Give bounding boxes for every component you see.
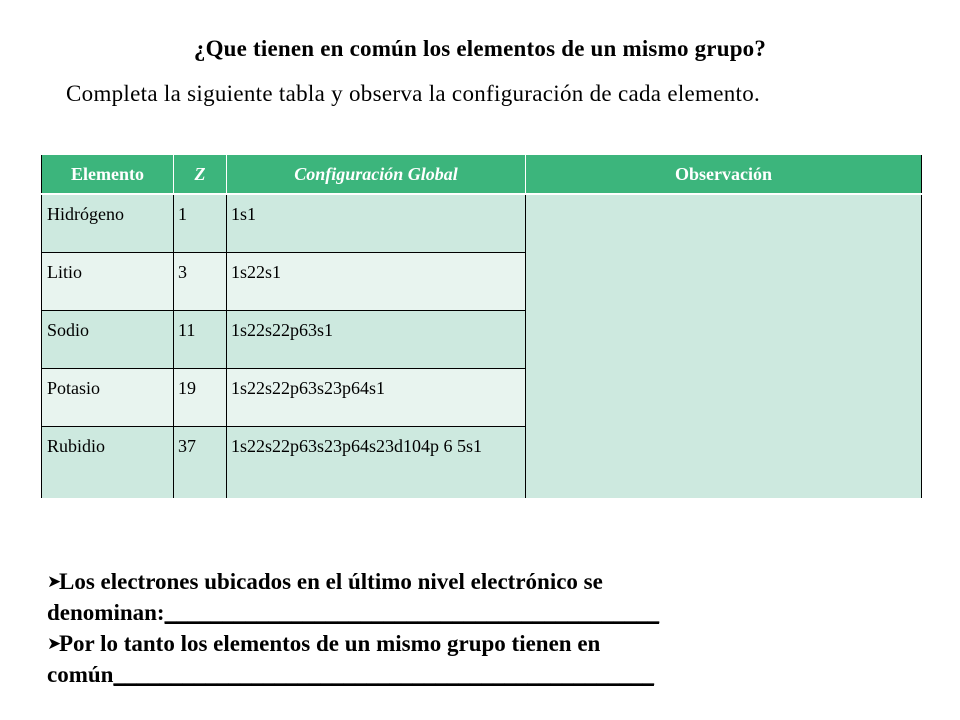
cell-z[interactable]: 1 [174, 194, 227, 252]
cell-elemento[interactable]: Rubidio [42, 426, 174, 498]
question-2-line1: Por lo tanto los elementos de un mismo grupo tienen en [59, 631, 601, 656]
elements-table [41, 155, 922, 498]
question-1-line2: denominan: [47, 600, 165, 625]
cell-elemento[interactable]: Potasio [42, 368, 174, 426]
cell-elemento[interactable]: Litio [42, 252, 174, 310]
question-2 [47, 628, 747, 659]
header-elemento: Elemento [42, 155, 174, 194]
cell-z[interactable]: 37 [174, 426, 227, 498]
cell-elemento[interactable]: Hidrógeno [42, 194, 174, 252]
questions-list [47, 566, 747, 690]
header-observacion: Observación [526, 155, 922, 194]
header-z: Z [174, 155, 227, 194]
question-2-continuation [47, 659, 747, 690]
question-2-line2: común [47, 662, 114, 687]
cell-config[interactable]: 1s22s1 [227, 252, 526, 310]
header-configuracion: Configuración Global [227, 155, 526, 194]
cell-z[interactable]: 3 [174, 252, 227, 310]
answer-blank-1[interactable]: ___________________________________________ [164, 600, 660, 625]
cell-z[interactable]: 11 [174, 310, 227, 368]
cell-config[interactable]: 1s1 [227, 194, 526, 252]
cell-config[interactable]: 1s22s22p63s23p64s1 [227, 368, 526, 426]
table-row [42, 194, 922, 252]
table-header-row [42, 155, 922, 194]
cell-elemento[interactable]: Sodio [42, 310, 174, 368]
page-subtitle: Completa la siguiente tabla y observa la configuración de cada elemento. [66, 81, 761, 106]
page-title: ¿Que tienen en común los elementos de un mismo grupo? [193, 36, 767, 61]
cell-config[interactable]: 1s22s22p63s23p64s23d104p 6 5s1 [227, 426, 526, 498]
cell-observacion[interactable] [526, 194, 922, 498]
arrow-bullet-icon: ➤ [47, 634, 62, 653]
cell-config[interactable]: 1s22s22p63s1 [227, 310, 526, 368]
cell-z[interactable]: 19 [174, 368, 227, 426]
answer-blank-2[interactable]: _______________________________________________ [113, 662, 654, 687]
question-1-continuation [47, 597, 747, 628]
question-1 [47, 566, 747, 597]
arrow-bullet-icon: ➤ [47, 572, 62, 591]
question-1-line1: Los electrones ubicados en el último nivel electrónico se [59, 569, 603, 594]
